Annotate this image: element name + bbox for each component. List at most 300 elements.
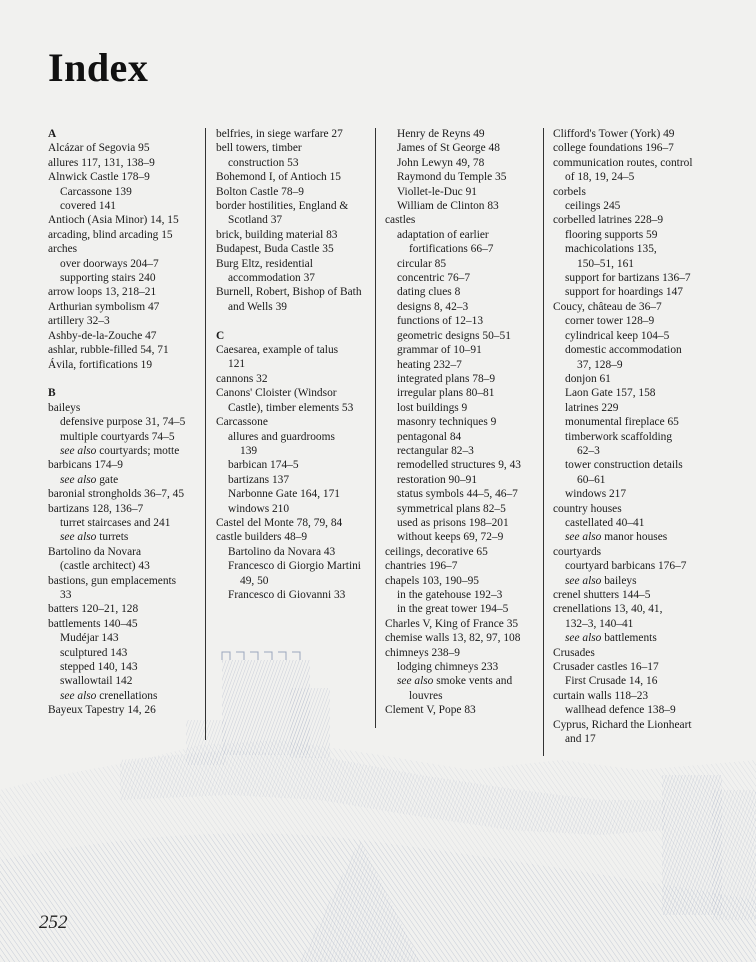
- index-entry: [216, 415, 376, 429]
- index-entry-text: Burnell, Robert, Bishop of Bath: [216, 286, 362, 299]
- index-entry-text: ceilings, decorative 65: [385, 545, 488, 558]
- index-entry-text: allures 117, 131, 138–9: [48, 156, 155, 169]
- index-entry-text: castle builders 48–9: [216, 531, 308, 544]
- index-entry: [385, 329, 543, 343]
- index-entry: [216, 170, 376, 184]
- index-entry-text: Henry de Reyns 49: [397, 128, 485, 140]
- see-also-label: see also: [60, 444, 97, 457]
- index-entry: [385, 314, 543, 328]
- index-entry: [48, 401, 203, 415]
- index-entry-text: smoke vents and: [433, 675, 513, 688]
- index-entry-text: over doorways 204–7: [60, 257, 159, 270]
- index-entry-text: country houses: [553, 502, 622, 515]
- index-entry: [385, 473, 543, 487]
- index-entry-text: 139: [240, 444, 258, 457]
- index-entry: [216, 343, 376, 357]
- index-entry-text: support for bartizans 136–7: [565, 272, 691, 285]
- index-entry: [553, 602, 703, 616]
- index-entry-text: corner tower 128–9: [565, 315, 655, 328]
- index-entry: [48, 314, 203, 328]
- index-entry-text: battlements: [601, 632, 657, 645]
- index-entry-text: functions of 12–13: [397, 315, 484, 328]
- index-entry: [48, 646, 203, 660]
- index-entry: [553, 674, 703, 688]
- index-entry-text: Carcassone: [216, 416, 268, 429]
- index-entry-text: Castle), timber elements 53: [228, 401, 354, 414]
- index-entry-text: 37, 128–9: [577, 358, 623, 371]
- index-entry: [385, 559, 543, 573]
- index-entry-text: chantries 196–7: [385, 560, 458, 573]
- index-entry: [553, 574, 703, 588]
- index-entry-text: status symbols 44–5, 46–7: [397, 488, 518, 501]
- see-also-label: see also: [565, 531, 602, 544]
- index-entry-text: Crusader castles 16–17: [553, 661, 659, 674]
- index-entry: [48, 487, 203, 501]
- index-entry-text: Antioch (Asia Minor) 14, 15: [48, 214, 179, 227]
- index-entry-text: 121: [228, 358, 246, 371]
- index-entry-text: belfries, in siege warfare 27: [216, 128, 343, 140]
- index-entry: [48, 358, 203, 372]
- index-entry: [216, 430, 376, 444]
- column-divider: [543, 128, 544, 756]
- index-entry-text: donjon 61: [565, 372, 611, 385]
- index-entry-text: manor houses: [601, 531, 668, 544]
- index-entry-text: barbicans 174–9: [48, 459, 123, 472]
- index-column-3: [385, 127, 543, 718]
- index-entry: [48, 228, 203, 242]
- index-entry: [216, 574, 376, 588]
- index-entry-text: latrines 229: [565, 401, 619, 414]
- index-entry: [385, 530, 543, 544]
- index-entry-text: (castle architect) 43: [60, 560, 150, 573]
- index-entry-text: concentric 76–7: [397, 272, 471, 285]
- index-entry-text: bell towers, timber: [216, 142, 302, 155]
- index-entry-text: barbican 174–5: [228, 459, 299, 472]
- index-entry-text: ashlar, rubble-filled 54, 71: [48, 344, 169, 357]
- index-entry: [553, 458, 703, 472]
- index-entry: [385, 602, 543, 616]
- index-entry: [216, 458, 376, 472]
- index-entry: [385, 415, 543, 429]
- index-entry: [385, 386, 543, 400]
- index-section-letter: A: [48, 128, 57, 140]
- index-entry: [553, 199, 703, 213]
- index-entry-text: crenel shutters 144–5: [553, 589, 651, 601]
- index-entry-text: symmetrical plans 82–5: [397, 502, 506, 515]
- index-entry-text: used as prisons 198–201: [397, 516, 509, 529]
- index-entry-text: Viollet-le-Duc 91: [397, 185, 477, 198]
- section-spacer: [216, 314, 376, 328]
- index-entry-text: Carcassone 139: [60, 185, 132, 198]
- index-entry: [553, 703, 703, 717]
- index-entry: [48, 343, 203, 357]
- index-entry-text: courtyards: [553, 545, 602, 558]
- index-entry-text: batters 120–21, 128: [48, 603, 139, 616]
- index-entry: [385, 430, 543, 444]
- index-entry-text: William de Clinton 83: [397, 200, 499, 213]
- index-entry-text: in the great tower 194–5: [397, 603, 509, 616]
- index-entry-text: ceilings 245: [565, 200, 621, 213]
- index-entry: [553, 487, 703, 501]
- index-entry-text: dating clues 8: [397, 286, 461, 299]
- index-entry: [553, 228, 703, 242]
- index-entry-text: 33: [60, 588, 72, 601]
- index-entry-text: artillery 32–3: [48, 315, 110, 328]
- index-entry: [385, 127, 543, 141]
- index-entry: [553, 329, 703, 343]
- index-entry-text: covered 141: [60, 200, 116, 213]
- index-entry: [553, 530, 703, 544]
- index-entry-text: 62–3: [577, 444, 600, 457]
- index-entry-text: integrated plans 78–9: [397, 372, 496, 385]
- index-entry-text: in the gatehouse 192–3: [397, 589, 503, 601]
- index-section-letter: C: [216, 329, 225, 342]
- index-entry-text: fortifications 66–7: [409, 243, 494, 256]
- index-entry-text: rectangular 82–3: [397, 444, 474, 457]
- index-entry: [216, 285, 376, 299]
- index-entry: [48, 545, 203, 559]
- index-entry-text: arches: [48, 243, 78, 256]
- index-entry: [553, 631, 703, 645]
- column-divider: [205, 128, 206, 740]
- see-also-label: see also: [565, 632, 602, 645]
- index-entry: [553, 732, 703, 746]
- index-entry: [553, 242, 703, 256]
- index-entry: [553, 473, 703, 487]
- index-entry-text: 132–3, 140–41: [565, 617, 634, 630]
- index-entry-text: Charles V, King of France 35: [385, 617, 519, 630]
- index-entry-text: stepped 140, 143: [60, 661, 138, 674]
- index-entry: [385, 646, 543, 660]
- index-entry: [553, 415, 703, 429]
- index-column-2: [216, 127, 376, 602]
- index-entry-text: cylindrical keep 104–5: [565, 329, 670, 342]
- index-entry: [553, 444, 703, 458]
- index-entry-text: timberwork scaffolding: [565, 430, 673, 443]
- index-entry: [48, 257, 203, 271]
- see-also-label: see also: [397, 675, 434, 688]
- index-entry-text: Laon Gate 157, 158: [565, 387, 656, 400]
- index-entry-text: communication routes, control: [553, 156, 693, 169]
- index-entry: [553, 343, 703, 357]
- index-entry-text: swallowtail 142: [60, 675, 133, 688]
- index-entry-text: crenellations: [96, 689, 158, 702]
- index-entry-text: Castel del Monte 78, 79, 84: [216, 516, 343, 529]
- index-entry: [385, 242, 543, 256]
- index-entry: [385, 228, 543, 242]
- index-entry: [216, 141, 376, 155]
- index-entry: [48, 141, 203, 155]
- index-entry: [216, 271, 376, 285]
- index-entry: [553, 516, 703, 530]
- index-entry: [553, 401, 703, 415]
- index-entry: [48, 242, 203, 256]
- index-entry-text: chemise walls 13, 82, 97, 108: [385, 632, 521, 645]
- index-entry-text: 60–61: [577, 473, 606, 486]
- index-column-4: [553, 127, 703, 746]
- index-entry-text: accommodation 37: [228, 272, 315, 285]
- index-entry: [553, 141, 703, 155]
- index-entry-text: courtyards; motte: [96, 444, 180, 457]
- index-entry: [216, 300, 376, 314]
- index-entry: [385, 401, 543, 415]
- index-entry-text: Mudéjar 143: [60, 632, 119, 645]
- section-spacer: [48, 372, 203, 386]
- index-entry-text: crenellations 13, 40, 41,: [553, 603, 663, 616]
- index-entry-text: machicolations 135,: [565, 243, 657, 256]
- index-entry: [48, 444, 203, 458]
- index-entry: [48, 588, 203, 602]
- index-entry: [385, 285, 543, 299]
- index-entry: [48, 473, 203, 487]
- index-entry-text: Bolton Castle 78–9: [216, 185, 304, 198]
- see-also-label: see also: [565, 574, 602, 587]
- index-entry: [216, 502, 376, 516]
- index-entry: [385, 444, 543, 458]
- index-entry: [553, 285, 703, 299]
- index-entry-text: construction 53: [228, 156, 299, 169]
- index-entry: [216, 242, 376, 256]
- index-entry: [385, 156, 543, 170]
- index-entry-text: circular 85: [397, 257, 447, 270]
- index-column-1: [48, 127, 203, 718]
- index-entry: [48, 502, 203, 516]
- index-entry-text: of 18, 19, 24–5: [565, 171, 635, 184]
- index-entry: [216, 386, 376, 400]
- index-entry-text: Narbonne Gate 164, 171: [228, 488, 340, 501]
- index-entry-text: corbels: [553, 185, 586, 198]
- index-entry: [216, 487, 376, 501]
- index-entry-text: supporting stairs 240: [60, 272, 156, 285]
- index-entry: [385, 588, 543, 602]
- index-entry: [48, 213, 203, 227]
- index-entry-text: chimneys 238–9: [385, 646, 460, 659]
- index-entry: [553, 430, 703, 444]
- index-entry: [48, 199, 203, 213]
- index-entry-text: designs 8, 42–3: [397, 300, 469, 313]
- index-entry-text: castles: [385, 214, 416, 227]
- index-entry: [385, 271, 543, 285]
- index-entry-text: and 17: [565, 733, 596, 746]
- index-entry-text: flooring supports 59: [565, 228, 658, 241]
- index-entry: [385, 300, 543, 314]
- index-entry-text: Budapest, Buda Castle 35: [216, 243, 334, 256]
- index-entry: [553, 372, 703, 386]
- index-entry-text: corbelled latrines 228–9: [553, 214, 664, 227]
- index-entry: [216, 228, 376, 242]
- index-entry-text: support for hoardings 147: [565, 286, 684, 299]
- index-entry: [48, 170, 203, 184]
- index-entry-text: grammar of 10–91: [397, 344, 482, 357]
- index-entry-text: Crusades: [553, 646, 595, 659]
- index-entry-text: bastions, gun emplacements: [48, 574, 177, 587]
- index-entry: [216, 257, 376, 271]
- index-entry-text: arrow loops 13, 218–21: [48, 286, 157, 299]
- index-entry: [385, 689, 543, 703]
- index-entry: [48, 602, 203, 616]
- index-entry: [385, 516, 543, 530]
- index-entry-text: border hostilities, England &: [216, 200, 349, 213]
- index-entry-text: Bayeux Tapestry 14, 26: [48, 704, 156, 717]
- index-entry-text: turret staircases and 241: [60, 516, 171, 529]
- index-entry-text: monumental fireplace 65: [565, 416, 679, 429]
- index-entry-text: Clement V, Pope 83: [385, 704, 476, 717]
- index-entry-text: baileys: [601, 574, 637, 587]
- index-entry-text: Bohemond I, of Antioch 15: [216, 171, 341, 184]
- index-entry: [553, 502, 703, 516]
- index-entry-text: louvres: [409, 689, 443, 702]
- index-entry: [48, 631, 203, 645]
- index-entry-text: Bartolino da Novara 43: [228, 545, 336, 558]
- index-entry: [385, 213, 543, 227]
- index-entry: [553, 718, 703, 732]
- page-title: Index: [48, 45, 149, 90]
- index-entry-text: irregular plans 80–81: [397, 387, 495, 400]
- see-also-label: see also: [60, 689, 97, 702]
- index-entry-text: windows 210: [228, 502, 290, 515]
- index-entry: [216, 401, 376, 415]
- index-entry-text: 49, 50: [240, 574, 269, 587]
- index-entry: [48, 660, 203, 674]
- index-entry: [385, 660, 543, 674]
- index-entry: [385, 170, 543, 184]
- index-entry-text: Burg Eltz, residential: [216, 257, 313, 270]
- index-entry-text: remodelled structures 9, 43: [397, 459, 521, 472]
- index-entry: [385, 458, 543, 472]
- index-entry-text: wallhead defence 138–9: [565, 704, 676, 717]
- index-entry-text: lodging chimneys 233: [397, 661, 499, 674]
- index-section-letter: B: [48, 387, 56, 400]
- index-entry-text: windows 217: [565, 488, 627, 501]
- index-entry-text: adaptation of earlier: [397, 228, 489, 241]
- index-entry: [553, 271, 703, 285]
- index-entry: [216, 127, 376, 141]
- index-entry-text: defensive purpose 31, 74–5: [60, 416, 186, 429]
- index-entry: [48, 530, 203, 544]
- index-entry-text: heating 232–7: [397, 358, 462, 371]
- index-entry: [553, 617, 703, 631]
- index-entry: [553, 156, 703, 170]
- index-entry-text: allures and guardrooms: [228, 430, 335, 443]
- index-entry: [48, 458, 203, 472]
- index-entry-text: 150–51, 161: [577, 257, 634, 270]
- index-entry: [48, 185, 203, 199]
- index-entry: [553, 689, 703, 703]
- index-entry-text: Alcázar of Segovia 95: [48, 142, 150, 155]
- index-entry: [48, 430, 203, 444]
- index-entry: [553, 386, 703, 400]
- index-entry: [48, 329, 203, 343]
- index-entry: [385, 358, 543, 372]
- index-entry-text: First Crusade 14, 16: [565, 675, 658, 688]
- index-entry: [385, 199, 543, 213]
- index-entry: [48, 674, 203, 688]
- index-entry-text: Scotland 37: [228, 214, 283, 227]
- index-entry: [216, 357, 376, 371]
- index-entry: [553, 185, 703, 199]
- index-entry-text: restoration 90–91: [397, 473, 478, 486]
- index-entry-text: cannons 32: [216, 372, 268, 385]
- index-entry-text: Alnwick Castle 178–9: [48, 171, 150, 184]
- index-entry: [385, 257, 543, 271]
- index-entry-text: castellated 40–41: [565, 516, 645, 529]
- index-entry-text: baileys: [48, 401, 81, 414]
- index-entry-text: Francesco di Giovanni 33: [228, 588, 346, 601]
- index-entry: [48, 300, 203, 314]
- index-entry-text: bartizans 128, 136–7: [48, 502, 144, 515]
- index-entry: [216, 545, 376, 559]
- index-entry-text: Ashby-de-la-Zouche 47: [48, 329, 157, 342]
- index-entry-text: Clifford's Tower (York) 49: [553, 128, 675, 140]
- index-entry-text: Francesco di Giorgio Martini: [228, 560, 361, 573]
- index-entry: [553, 660, 703, 674]
- index-entry: [385, 185, 543, 199]
- index-entry: [216, 530, 376, 544]
- index-entry: [553, 545, 703, 559]
- index-entry-text: Ávila, fortifications 19: [48, 358, 153, 371]
- index-entry-text: John Lewyn 49, 78: [397, 156, 485, 169]
- index-entry: [216, 559, 376, 573]
- index-entry: [48, 285, 203, 299]
- index-entry-text: James of St George 48: [397, 142, 500, 155]
- index-entry: [48, 617, 203, 631]
- index-entry: [385, 372, 543, 386]
- index-entry: [48, 559, 203, 573]
- index-entry-text: Bartolino da Novara: [48, 545, 141, 558]
- index-entry-text: college foundations 196–7: [553, 142, 674, 155]
- index-entry-text: chapels 103, 190–95: [385, 574, 479, 587]
- index-entry-text: lost buildings 9: [397, 401, 468, 414]
- index-entry: [553, 358, 703, 372]
- index-entry: [553, 300, 703, 314]
- index-entry: [48, 574, 203, 588]
- index-entry: [385, 574, 543, 588]
- index-entry: [48, 516, 203, 530]
- index-entry-text: pentagonal 84: [397, 430, 462, 443]
- index-entry: [48, 415, 203, 429]
- index-entry: [216, 588, 376, 602]
- index-entry-text: brick, building material 83: [216, 228, 338, 241]
- index-entry: [385, 545, 543, 559]
- index-entry-text: Arthurian symbolism 47: [48, 300, 160, 313]
- index-entry-text: courtyard barbicans 176–7: [565, 560, 687, 573]
- index-entry-text: bartizans 137: [228, 473, 290, 486]
- index-entry: [385, 617, 543, 631]
- index-entry: [385, 141, 543, 155]
- index-entry: [216, 444, 376, 458]
- index-entry: [48, 271, 203, 285]
- index-entry: [553, 646, 703, 660]
- index-entry: [553, 588, 703, 602]
- index-entry-text: arcading, blind arcading 15: [48, 228, 173, 241]
- index-entry-text: baronial strongholds 36–7, 45: [48, 488, 185, 501]
- index-entry-text: without keeps 69, 72–9: [397, 531, 504, 544]
- index-entry-text: domestic accommodation: [565, 344, 682, 357]
- index-entry-text: geometric designs 50–51: [397, 329, 511, 342]
- index-entry: [553, 559, 703, 573]
- index-entry-text: Cyprus, Richard the Lionheart: [553, 718, 692, 731]
- index-entry: [385, 502, 543, 516]
- page-number: 252: [39, 912, 68, 933]
- index-entry-text: masonry techniques 9: [397, 416, 497, 429]
- index-entry-text: Caesarea, example of talus: [216, 344, 339, 357]
- index-entry-text: Raymond du Temple 35: [397, 171, 507, 184]
- index-entry-text: tower construction details: [565, 459, 683, 472]
- index-entry-text: Canons' Cloister (Windsor: [216, 387, 337, 400]
- see-also-label: see also: [60, 473, 97, 486]
- index-entry: [553, 170, 703, 184]
- index-entry: [553, 257, 703, 271]
